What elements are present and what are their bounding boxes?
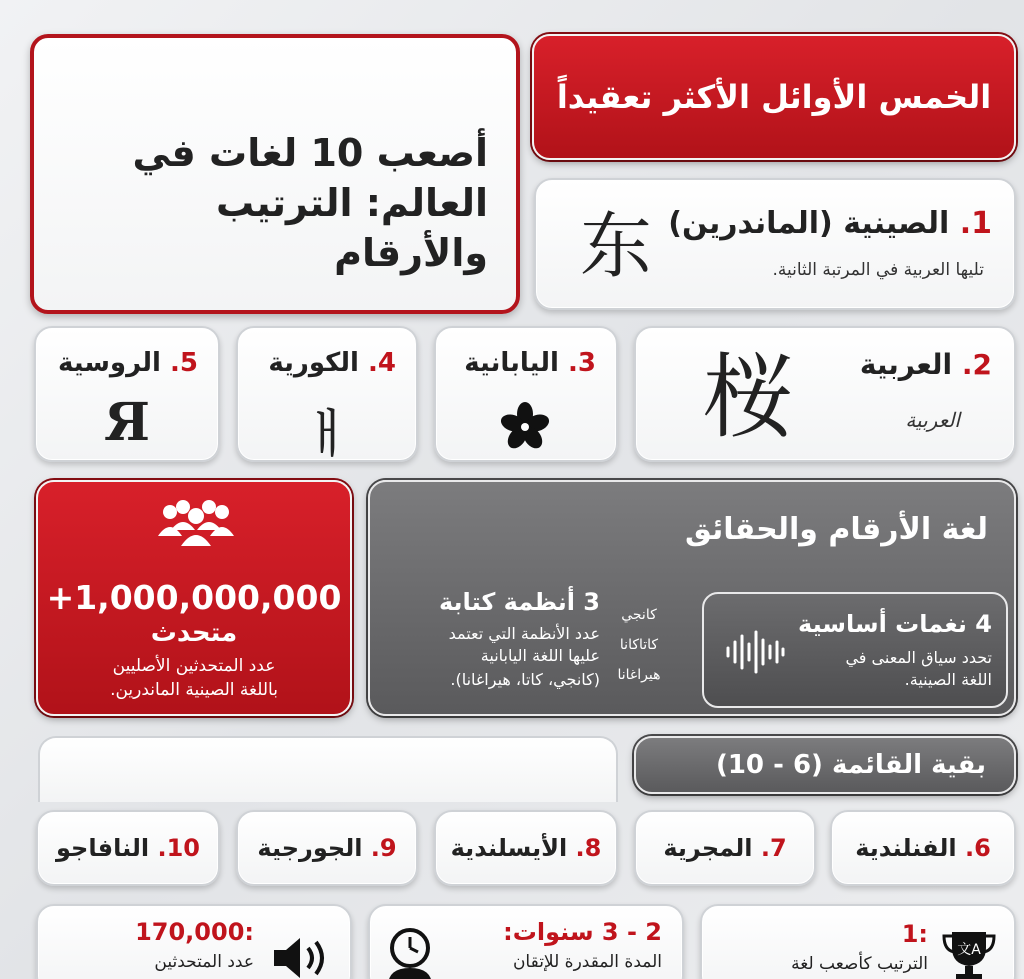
rank-1-note: تليها العربية في المرتبة الثانية. <box>772 260 984 280</box>
scripts-title: 3 أنظمة كتابة <box>438 588 600 616</box>
clock-icon <box>384 926 436 979</box>
speakers-card <box>36 480 352 716</box>
rank-4-name: الكورية <box>268 348 359 378</box>
scripts-box <box>378 574 682 708</box>
sakura-flower-icon <box>498 400 552 454</box>
script-kanji: كانجي <box>621 607 657 623</box>
tones-desc-2: اللغة الصينية. <box>904 670 992 689</box>
rank-8-number: 8. <box>575 834 602 862</box>
speakers-number: +1,000,000,000 <box>46 578 342 617</box>
rank-7-name: المجرية <box>663 834 753 862</box>
duration-desc: المدة المقدرة للإتقان <box>512 952 662 972</box>
speakers-desc-2: باللغة الصينية الماندرين. <box>110 680 278 700</box>
rank-9-number: 9. <box>370 834 397 862</box>
scripts-list <box>604 600 674 690</box>
soundwave-icon <box>724 630 786 674</box>
duration-title: 2 - 3 سنوات: <box>503 918 662 946</box>
rank-2-title <box>860 348 992 381</box>
translate-trophy-icon <box>940 928 998 979</box>
speakers-stat-desc: عدد المتحدثين <box>154 952 254 972</box>
rank-1-title <box>668 206 992 241</box>
rank-stat-card <box>700 904 1016 979</box>
speakers-stat-title: 170,000: <box>135 918 254 946</box>
rank-9-name: الجورجية <box>257 834 363 862</box>
rank-2-card <box>634 326 1016 462</box>
rank-3-name: اليابانية <box>464 348 559 378</box>
rank-9-card <box>236 810 418 886</box>
rank-5-title <box>58 348 198 378</box>
tones-desc-1: تحدد سياق المعنى في <box>845 648 992 667</box>
rank-7-card <box>634 810 816 886</box>
scripts-desc-3: (كانجي، كاتا، هيراغانا). <box>450 670 600 689</box>
arabic-calligraphy: العربية <box>905 408 960 432</box>
rank-stat-title: 1: <box>901 920 928 948</box>
tones-title: 4 نغمات أساسية <box>798 610 992 638</box>
rank-2-name: العربية <box>859 348 953 381</box>
speaker-icon <box>272 936 332 979</box>
rank-stat-desc: الترتيب كأصعب لغة <box>791 954 928 974</box>
top5-label: الخمس الأوائل الأكثر تعقيداً <box>556 78 992 116</box>
rank-6-number: 6. <box>964 834 991 862</box>
title-card <box>30 34 520 314</box>
rank-8-card <box>434 810 618 886</box>
rest-title: بقية القائمة (6 - 10) <box>715 750 986 780</box>
rank-3-title <box>464 348 596 378</box>
rank-10-card <box>36 810 220 886</box>
scripts-desc-2: عليها اللغة اليابانية <box>480 646 600 665</box>
svg-text:文A: 文A <box>957 942 981 958</box>
rank-2-number: 2. <box>961 348 992 381</box>
chinese-glyph: 东 <box>580 204 653 288</box>
top5-banner <box>532 34 1016 160</box>
script-katakana: كاتاكانا <box>619 637 659 653</box>
rank-10-number: 10. <box>157 834 201 862</box>
rank-10-name: النافاجو <box>56 834 150 862</box>
rest-empty-panel <box>38 736 618 802</box>
scripts-desc-1: عدد الأنظمة التي تعتمد <box>448 624 600 643</box>
rank-4-title <box>268 348 396 378</box>
rank-4-number: 4. <box>368 348 396 378</box>
rank-4-card <box>236 326 418 465</box>
people-group-icon <box>156 496 236 548</box>
script-hiragana: هيراغانا <box>617 667 661 683</box>
facts-title: لغة الأرقام والحقائق <box>684 512 988 547</box>
page-title-line1: أصعب 10 لغات في <box>132 131 488 175</box>
rank-1-card <box>534 178 1016 310</box>
rank-5-number: 5. <box>170 348 198 378</box>
duration-card <box>368 904 684 979</box>
rank-1-number: 1. <box>959 206 992 241</box>
rank-7-number: 7. <box>760 834 787 862</box>
rank-3-number: 3. <box>568 348 596 378</box>
rank-5-name: الروسية <box>57 348 161 378</box>
russian-glyph: Я <box>104 392 150 453</box>
rank-8-name: الأيسلندية <box>450 834 568 862</box>
speakers-unit: متحدث <box>150 618 238 648</box>
rank-1-name: الصينية (الماندرين) <box>668 206 950 241</box>
rank-6-card <box>830 810 1016 886</box>
rest-heading <box>634 736 1016 794</box>
rank-5-card <box>34 326 220 462</box>
tones-box <box>702 592 1008 708</box>
rank-6-name: الفنلندية <box>855 834 957 862</box>
page-title-line2: العالم: الترتيب والأرقام <box>216 181 488 275</box>
korean-glyph: ㅐ <box>301 405 353 465</box>
speakers-stat-card <box>36 904 352 979</box>
rank-3-card <box>434 326 618 462</box>
speakers-desc-1: عدد المتحدثين الأصليين <box>112 656 276 676</box>
sakura-glyph: 桜 <box>702 344 795 451</box>
facts-panel <box>368 480 1016 716</box>
